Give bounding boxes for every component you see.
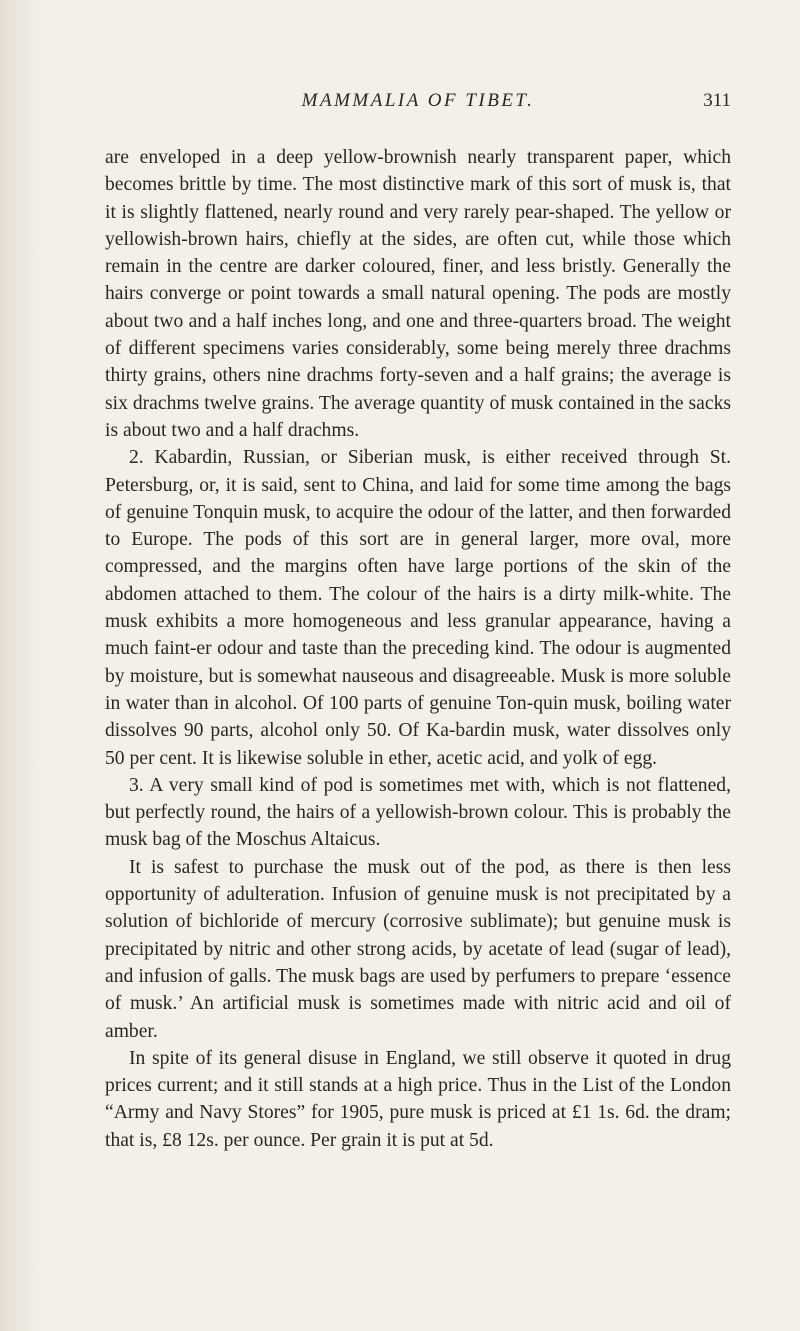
- running-title: MAMMALIA OF TIBET.: [301, 90, 535, 111]
- paragraph-small-pod: 3. A very small kind of pod is sometimes met with, which is not flattened, but perfectly round, the hairs of a yellowish-brown colour. This is probably the musk bag of the Moschus Altaicus.: [105, 774, 731, 851]
- paragraph-continuation: are enveloped in a deep yellow-brownish nearly transparent paper, which becomes brittle by time. The most distinctive mark of this sort of musk is, that it is slightly flattened, nearly round and very rarely pear-shaped. The yellow or yellowish-brown hairs, chiefly at the sides, are often cut, while those which remain in the centre are darker coloured, finer, and less bristly. Generally the hairs converge or point towards a small natural opening. The pods are mostly about two and a half inches long, and one and three-quarters broad. The weight of different specimens varies considerably, some being merely three drachms thirty grains, others nine drachms forty-seven and a half grains; the average is six drachms twelve grains. The average quantity of musk contained in the sacks is about two and a half drachms.: [105, 147, 731, 441]
- body-text: [105, 144, 731, 1154]
- paragraph-kabardin-musk: 2. Kabardin, Russian, or Siberian musk, is either received through St. Petersburg, or, it is said, sent to China, and laid for some time among the bags of genuine Tonquin musk, to acquire the odour of the latter, and then forwarded to Europe. The pods of this sort are in general larger, more oval, more compressed, and the margins often have large portions of the skin of the abdomen attached to them. The colour of the hairs is a dirty milk-white. The musk exhibits a more homogeneous and less granular appearance, having a much faint-er odour and taste than the preceding kind. The odour is augmented by moisture, but is somewhat nauseous and disagreeable. Musk is more soluble in water than in alcohol. Of 100 parts of genuine Ton-quin musk, boiling water dissolves 90 parts, alcohol only 50. Of Ka-bardin musk, water dissolves only 50 per cent. It is likewise soluble in ether, acetic acid, and yolk of egg.: [105, 447, 731, 769]
- page-header: [105, 90, 731, 120]
- page-edge-shadow: [0, 0, 40, 1331]
- page-number: 311: [703, 90, 731, 111]
- paragraph-adulteration: It is safest to purchase the musk out of the pod, as there is then less opportunity of adulteration. Infusion of genuine musk is not precipitated by a solution of bichloride of mercury (corrosive sublimate); but genuine musk is precipitated by nitric and other strong acids, by acetate of lead (sugar of lead), and infusion of galls. The musk bags are used by perfumers to prepare ‘essence of musk.’ An artificial musk is sometimes made with nitric acid and oil of amber.: [105, 856, 731, 1042]
- paragraph-price: In spite of its general disuse in England, we still observe it quoted in drug prices current; and it still stands at a high price. Thus in the List of the London “Army and Navy Stores” for 1905, pure musk is priced at £1 1s. 6d. the dram; that is, £8 12s. per ounce. Per grain it is put at 5d.: [105, 1047, 731, 1151]
